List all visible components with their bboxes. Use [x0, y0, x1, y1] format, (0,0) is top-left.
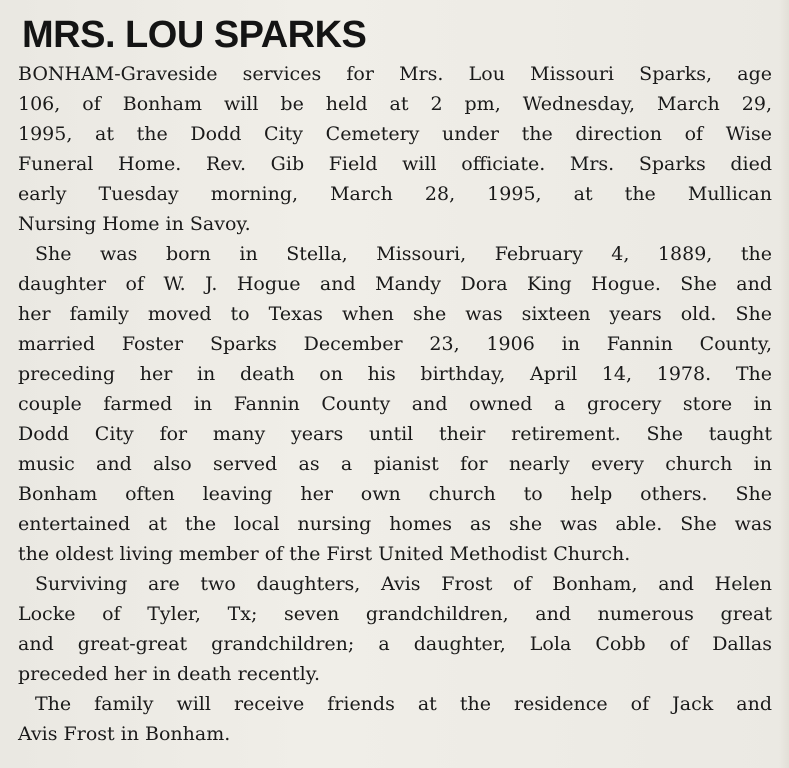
article-line: couple farmed in Fannin County and owned a grocery store in: [18, 393, 772, 415]
article-line: Funeral Home. Rev. Gib Field will officiate. Mrs. Sparks died: [18, 153, 772, 175]
article-line: Locke of Tyler, Tx; seven grandchildren, and numerous great: [18, 603, 772, 625]
article-line: entertained at the local nursing homes as she was able. She was: [18, 513, 772, 535]
scan-edge-shadow: [779, 0, 789, 768]
article-line: The family will receive friends at the residence of Jack and: [35, 693, 772, 715]
article-line: 1995, at the Dodd City Cemetery under the direction of Wise: [18, 123, 772, 145]
article-line: 106, of Bonham will be held at 2 pm, Wednesday, March 29,: [18, 93, 772, 115]
obituary-headline: MRS. LOU SPARKS: [22, 14, 367, 56]
article-line: her family moved to Texas when she was sixteen years old. She: [18, 303, 772, 325]
article-line: She was born in Stella, Missouri, February 4, 1889, the: [35, 243, 772, 265]
article-line: music and also served as a pianist for nearly every church in: [18, 453, 772, 475]
article-line: and great-great grandchildren; a daughter, Lola Cobb of Dallas: [18, 633, 772, 655]
article-line: daughter of W. J. Hogue and Mandy Dora King Hogue. She and: [18, 273, 772, 295]
article-line: preceding her in death on his birthday, April 14, 1978. The: [18, 363, 772, 385]
article-line: Avis Frost in Bonham.: [18, 723, 231, 745]
article-line: preceded her in death recently.: [18, 663, 320, 685]
article-line: early Tuesday morning, March 28, 1995, at the Mullican: [18, 183, 772, 205]
article-line: BONHAM-Graveside services for Mrs. Lou Missouri Sparks, age: [18, 63, 772, 85]
article-line: Surviving are two daughters, Avis Frost of Bonham, and Helen: [35, 573, 772, 595]
article-line: Dodd City for many years until their retirement. She taught: [18, 423, 772, 445]
article-line: married Foster Sparks December 23, 1906 in Fannin County,: [18, 333, 772, 355]
article-line: Bonham often leaving her own church to help others. She: [18, 483, 772, 505]
article-line: Nursing Home in Savoy.: [18, 213, 251, 235]
article-line: the oldest living member of the First United Methodist Church.: [18, 543, 631, 565]
